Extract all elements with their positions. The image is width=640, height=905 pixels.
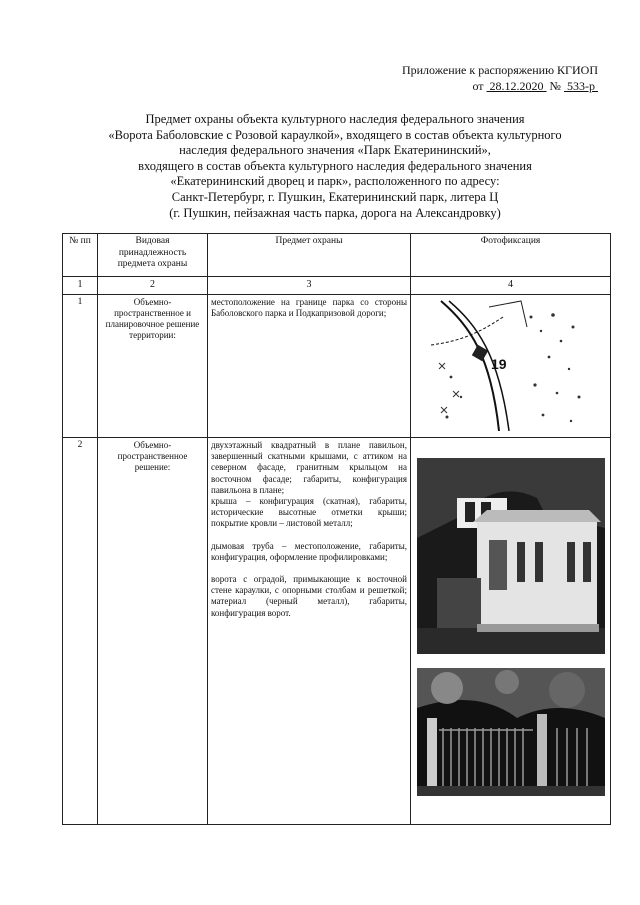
column-number: 1 <box>63 277 98 295</box>
appendix-date-line <box>402 78 598 94</box>
column-number: 4 <box>411 277 611 295</box>
subject-item: дымовая труба – местоположение, габариты, конфигурация, оформление профилировками; <box>211 540 407 562</box>
document-number: 533-р <box>567 79 595 93</box>
row-type: Объемно-пространственное и планировочное решение территории: <box>98 295 208 438</box>
date-prefix: от <box>472 79 484 93</box>
column-number: 3 <box>208 277 411 295</box>
header-type: Видовая принадлежность предмета охраны <box>98 234 208 277</box>
table-row <box>63 438 611 825</box>
protection-subject-table <box>62 233 611 825</box>
photo-cell <box>411 438 611 825</box>
document-title <box>60 112 610 221</box>
column-number-row <box>63 277 611 295</box>
table-header-row <box>63 234 611 277</box>
row-subject <box>208 438 411 825</box>
number-prefix: № <box>549 79 561 93</box>
title-line: Предмет охраны объекта культурного наследия федерального значения <box>145 112 525 126</box>
pavilion-photo <box>417 458 605 654</box>
appendix-line: Приложение к распоряжению КГИОП <box>401 63 598 77</box>
row-subject <box>208 295 411 438</box>
header-number: № пп <box>63 234 98 277</box>
title-line: входящего в состав объекта культурного наследия федерального значения <box>138 158 532 173</box>
title-line: «Ворота Баболовские с Розовой караулкой», входящего в состав объекта культурного <box>108 127 562 142</box>
header-photo: Фотофиксация <box>411 234 611 277</box>
row-type: Объемно-пространственное решение: <box>98 438 208 825</box>
subject-item: местоположение на границе парка со стороны Баболовского парка и Подкапризовой дороги; <box>211 297 407 319</box>
title-line: наследия федерального значения «Парк Екатерининский», <box>179 143 491 158</box>
appendix-note <box>402 62 598 94</box>
column-number: 2 <box>98 277 208 295</box>
title-line: Санкт-Петербург, г. Пушкин, Екатерининский парк, литера Ц <box>171 189 499 204</box>
photo-cell <box>411 295 611 438</box>
site-map-image <box>431 297 591 431</box>
table-row <box>63 295 611 438</box>
row-number: 2 <box>63 438 98 825</box>
subject-item: крыша – конфигурация (скатная), габариты, исторические высотные отметки крыши; покрытие кровли – листовой металл; <box>211 496 407 529</box>
gate-photo <box>417 668 605 796</box>
document-date: 28.12.2020 <box>489 79 544 93</box>
subject-item: двухэтажный квадратный в плане павильон, завершенный скатными крышами, с аттиком на северном фасаде, гранитным крыльцом на восточном фасаде; габариты, конфигурация павильона в плане; <box>211 440 407 495</box>
title-line: «Екатерининский дворец и парк», расположенного по адресу: <box>170 174 500 189</box>
map-label: 19 <box>490 356 507 372</box>
title-line: (г. Пушкин, пейзажная часть парка, дорога на Александровку) <box>169 205 501 220</box>
subject-item: ворота с оградой, примыкающие к восточной стене караулки, с опорными столбам и решеткой; материал (черный металл), габариты, конфигурация ворот. <box>211 574 407 618</box>
row-number: 1 <box>63 295 98 438</box>
header-subject: Предмет охраны <box>208 234 411 277</box>
